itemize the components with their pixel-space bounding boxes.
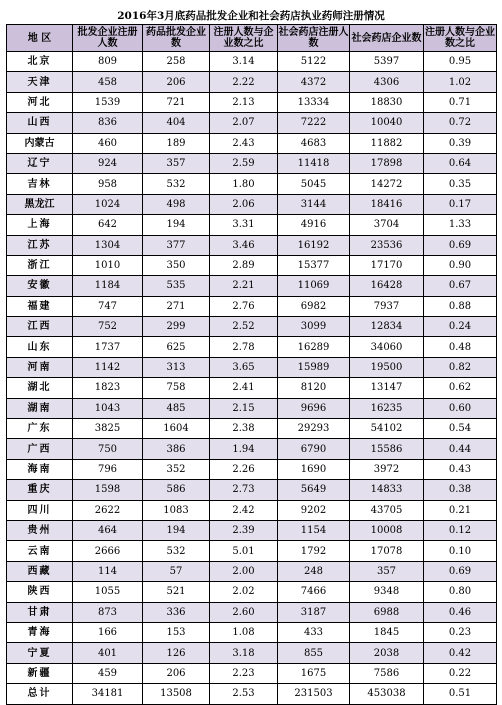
row-pharmacy-registered: 15989	[278, 357, 350, 377]
table-row	[7, 337, 497, 357]
row-wholesale-registered: 642	[73, 215, 143, 235]
row-wholesale-enterprises: 206	[143, 663, 210, 683]
row-region: 湖北	[7, 378, 73, 398]
row-pharmacy-enterprises: 19500	[350, 357, 424, 377]
total-pharmacy-registered: 231503	[278, 684, 350, 704]
table-row	[7, 153, 497, 173]
row-region: 青海	[7, 622, 73, 642]
row-region: 山东	[7, 337, 73, 357]
row-wholesale-enterprises: 258	[143, 52, 210, 72]
table-title: 2016年3月底药品批发企业和社会药店执业药师注册情况	[117, 10, 385, 22]
row-pharmacy-enterprises: 54102	[350, 419, 424, 439]
table-row	[7, 398, 497, 418]
row-wholesale-enterprises: 194	[143, 215, 210, 235]
row-pharmacy-registered: 1675	[278, 663, 350, 683]
row-region: 河北	[7, 92, 73, 112]
row-pharmacy-ratio: 0.12	[424, 520, 497, 540]
row-wholesale-ratio: 2.21	[210, 276, 278, 296]
total-row	[7, 684, 497, 704]
row-pharmacy-enterprises: 18416	[350, 194, 424, 214]
row-wholesale-registered: 1598	[73, 480, 143, 500]
total-region: 总计	[7, 684, 73, 704]
row-pharmacy-ratio: 0.17	[424, 194, 497, 214]
row-wholesale-ratio: 2.39	[210, 520, 278, 540]
row-wholesale-registered: 458	[73, 72, 143, 92]
row-pharmacy-registered: 11069	[278, 276, 350, 296]
table-row	[7, 582, 497, 602]
row-wholesale-ratio: 2.78	[210, 337, 278, 357]
row-pharmacy-ratio: 0.60	[424, 398, 497, 418]
row-region: 宁夏	[7, 643, 73, 663]
row-pharmacy-enterprises: 10008	[350, 520, 424, 540]
row-pharmacy-ratio: 0.95	[424, 52, 497, 72]
row-pharmacy-registered: 13334	[278, 92, 350, 112]
row-pharmacy-ratio: 1.02	[424, 72, 497, 92]
row-region: 海南	[7, 459, 73, 479]
table-row	[7, 602, 497, 622]
row-pharmacy-enterprises: 17078	[350, 541, 424, 561]
row-wholesale-registered: 747	[73, 296, 143, 316]
row-pharmacy-registered: 855	[278, 643, 350, 663]
row-wholesale-ratio: 2.26	[210, 459, 278, 479]
total-wholesale-ratio: 2.53	[210, 684, 278, 704]
row-pharmacy-ratio: 0.21	[424, 500, 497, 520]
row-pharmacy-ratio: 0.71	[424, 92, 497, 112]
table-row	[7, 378, 497, 398]
row-pharmacy-registered: 6982	[278, 296, 350, 316]
row-pharmacy-ratio: 0.72	[424, 113, 497, 133]
row-region: 北京	[7, 52, 73, 72]
row-pharmacy-registered: 29293	[278, 419, 350, 439]
row-pharmacy-enterprises: 16235	[350, 398, 424, 418]
row-pharmacy-ratio: 0.10	[424, 541, 497, 561]
row-wholesale-ratio: 3.65	[210, 357, 278, 377]
row-wholesale-ratio: 2.59	[210, 153, 278, 173]
row-wholesale-enterprises: 271	[143, 296, 210, 316]
row-wholesale-enterprises: 126	[143, 643, 210, 663]
row-wholesale-enterprises: 357	[143, 153, 210, 173]
row-wholesale-registered: 2622	[73, 500, 143, 520]
row-pharmacy-registered: 6790	[278, 439, 350, 459]
table-row	[7, 296, 497, 316]
row-region: 辽宁	[7, 153, 73, 173]
row-pharmacy-registered: 4916	[278, 215, 350, 235]
row-pharmacy-registered: 248	[278, 561, 350, 581]
table-row	[7, 133, 497, 153]
row-wholesale-enterprises: 758	[143, 378, 210, 398]
row-pharmacy-enterprises: 6988	[350, 602, 424, 622]
table-row	[7, 622, 497, 642]
row-wholesale-ratio: 3.18	[210, 643, 278, 663]
row-region: 四川	[7, 500, 73, 520]
row-pharmacy-ratio: 0.38	[424, 480, 497, 500]
row-pharmacy-enterprises: 3972	[350, 459, 424, 479]
row-wholesale-ratio: 2.23	[210, 663, 278, 683]
row-wholesale-registered: 460	[73, 133, 143, 153]
row-wholesale-ratio: 2.06	[210, 194, 278, 214]
row-pharmacy-ratio: 0.39	[424, 133, 497, 153]
row-pharmacy-enterprises: 15586	[350, 439, 424, 459]
row-pharmacy-registered: 3099	[278, 317, 350, 337]
row-pharmacy-registered: 9696	[278, 398, 350, 418]
table-row	[7, 92, 497, 112]
table-row	[7, 72, 497, 92]
row-pharmacy-enterprises: 357	[350, 561, 424, 581]
row-region: 陕西	[7, 582, 73, 602]
row-pharmacy-registered: 4683	[278, 133, 350, 153]
row-wholesale-ratio: 5.01	[210, 541, 278, 561]
row-pharmacy-enterprises: 2038	[350, 643, 424, 663]
row-wholesale-ratio: 2.43	[210, 133, 278, 153]
row-pharmacy-ratio: 0.64	[424, 153, 497, 173]
row-pharmacy-enterprises: 14833	[350, 480, 424, 500]
row-pharmacy-registered: 8120	[278, 378, 350, 398]
header-wholesale-registered: 批发企业注册人数	[73, 25, 143, 52]
row-wholesale-ratio: 1.80	[210, 174, 278, 194]
row-wholesale-enterprises: 521	[143, 582, 210, 602]
row-pharmacy-ratio: 0.46	[424, 602, 497, 622]
row-pharmacy-ratio: 0.48	[424, 337, 497, 357]
row-pharmacy-enterprises: 5397	[350, 52, 424, 72]
row-wholesale-registered: 750	[73, 439, 143, 459]
row-pharmacy-registered: 4372	[278, 72, 350, 92]
row-region: 江苏	[7, 235, 73, 255]
table-row	[7, 317, 497, 337]
row-wholesale-enterprises: 350	[143, 255, 210, 275]
row-wholesale-enterprises: 352	[143, 459, 210, 479]
row-pharmacy-ratio: 0.82	[424, 357, 497, 377]
table-row	[7, 459, 497, 479]
table-row	[7, 235, 497, 255]
row-wholesale-ratio: 2.00	[210, 561, 278, 581]
row-pharmacy-ratio: 0.22	[424, 663, 497, 683]
row-region: 山西	[7, 113, 73, 133]
table-row	[7, 255, 497, 275]
row-wholesale-enterprises: 1604	[143, 419, 210, 439]
row-wholesale-ratio: 3.14	[210, 52, 278, 72]
row-wholesale-enterprises: 404	[143, 113, 210, 133]
row-wholesale-registered: 873	[73, 602, 143, 622]
header-wholesale-ratio: 注册人数与企业数之比	[210, 25, 278, 52]
row-region: 甘肃	[7, 602, 73, 622]
row-pharmacy-enterprises: 9348	[350, 582, 424, 602]
row-wholesale-registered: 1737	[73, 337, 143, 357]
row-wholesale-registered: 1010	[73, 255, 143, 275]
row-wholesale-ratio: 1.08	[210, 622, 278, 642]
row-pharmacy-registered: 5649	[278, 480, 350, 500]
row-wholesale-registered: 166	[73, 622, 143, 642]
row-wholesale-enterprises: 485	[143, 398, 210, 418]
row-wholesale-ratio: 2.02	[210, 582, 278, 602]
row-region: 黑龙江	[7, 194, 73, 214]
row-pharmacy-registered: 5045	[278, 174, 350, 194]
row-wholesale-registered: 1539	[73, 92, 143, 112]
row-pharmacy-ratio: 0.44	[424, 439, 497, 459]
row-pharmacy-enterprises: 43705	[350, 500, 424, 520]
row-region: 广西	[7, 439, 73, 459]
row-region: 吉林	[7, 174, 73, 194]
table-row	[7, 561, 497, 581]
header-pharmacy-enterprises: 社会药店企业数	[350, 25, 424, 52]
header-pharmacy-registered: 社会药店注册人数	[278, 25, 350, 52]
row-wholesale-registered: 1024	[73, 194, 143, 214]
row-wholesale-registered: 796	[73, 459, 143, 479]
row-wholesale-enterprises: 336	[143, 602, 210, 622]
row-pharmacy-enterprises: 13147	[350, 378, 424, 398]
row-wholesale-enterprises: 532	[143, 174, 210, 194]
row-region: 内蒙古	[7, 133, 73, 153]
row-pharmacy-registered: 15377	[278, 255, 350, 275]
row-wholesale-registered: 1823	[73, 378, 143, 398]
row-pharmacy-ratio: 0.67	[424, 276, 497, 296]
row-wholesale-registered: 924	[73, 153, 143, 173]
row-pharmacy-registered: 3144	[278, 194, 350, 214]
row-pharmacy-ratio: 0.62	[424, 378, 497, 398]
row-pharmacy-enterprises: 12834	[350, 317, 424, 337]
row-pharmacy-enterprises: 3704	[350, 215, 424, 235]
header-row	[7, 25, 497, 52]
row-wholesale-registered: 1184	[73, 276, 143, 296]
row-pharmacy-enterprises: 23536	[350, 235, 424, 255]
row-pharmacy-registered: 11418	[278, 153, 350, 173]
row-wholesale-ratio: 2.76	[210, 296, 278, 316]
table-row	[7, 276, 497, 296]
row-wholesale-ratio: 3.31	[210, 215, 278, 235]
table-row	[7, 500, 497, 520]
row-pharmacy-enterprises: 34060	[350, 337, 424, 357]
row-wholesale-enterprises: 1083	[143, 500, 210, 520]
header-region: 地 区	[7, 25, 73, 52]
row-wholesale-enterprises: 189	[143, 133, 210, 153]
row-pharmacy-registered: 9202	[278, 500, 350, 520]
row-region: 河南	[7, 357, 73, 377]
row-wholesale-enterprises: 386	[143, 439, 210, 459]
row-pharmacy-ratio: 0.90	[424, 255, 497, 275]
row-wholesale-ratio: 2.42	[210, 500, 278, 520]
row-region: 浙江	[7, 255, 73, 275]
row-wholesale-enterprises: 299	[143, 317, 210, 337]
row-wholesale-ratio: 2.13	[210, 92, 278, 112]
row-wholesale-registered: 809	[73, 52, 143, 72]
row-wholesale-registered: 752	[73, 317, 143, 337]
table-row	[7, 439, 497, 459]
row-wholesale-registered: 1304	[73, 235, 143, 255]
row-wholesale-ratio: 2.07	[210, 113, 278, 133]
table-row	[7, 480, 497, 500]
row-region: 新疆	[7, 663, 73, 683]
row-region: 西藏	[7, 561, 73, 581]
table-row	[7, 194, 497, 214]
table-row	[7, 419, 497, 439]
row-wholesale-enterprises: 313	[143, 357, 210, 377]
row-wholesale-ratio: 2.38	[210, 419, 278, 439]
row-wholesale-ratio: 2.60	[210, 602, 278, 622]
row-pharmacy-enterprises: 17898	[350, 153, 424, 173]
row-pharmacy-registered: 1154	[278, 520, 350, 540]
row-pharmacy-enterprises: 16428	[350, 276, 424, 296]
header-pharmacy-ratio: 注册人数与企业数之比	[424, 25, 497, 52]
table-row	[7, 520, 497, 540]
row-pharmacy-registered: 3187	[278, 602, 350, 622]
row-pharmacy-registered: 1792	[278, 541, 350, 561]
table-row	[7, 541, 497, 561]
row-wholesale-registered: 459	[73, 663, 143, 683]
row-wholesale-registered: 401	[73, 643, 143, 663]
row-region: 江西	[7, 317, 73, 337]
row-pharmacy-registered: 16192	[278, 235, 350, 255]
row-wholesale-enterprises: 153	[143, 622, 210, 642]
row-region: 云南	[7, 541, 73, 561]
row-pharmacy-enterprises: 17170	[350, 255, 424, 275]
row-region: 天津	[7, 72, 73, 92]
row-pharmacy-ratio: 0.69	[424, 561, 497, 581]
row-wholesale-registered: 3825	[73, 419, 143, 439]
row-region: 安徽	[7, 276, 73, 296]
row-wholesale-registered: 114	[73, 561, 143, 581]
row-wholesale-registered: 464	[73, 520, 143, 540]
row-wholesale-ratio: 2.89	[210, 255, 278, 275]
row-region: 湖南	[7, 398, 73, 418]
row-wholesale-enterprises: 377	[143, 235, 210, 255]
row-wholesale-ratio: 2.52	[210, 317, 278, 337]
row-pharmacy-registered: 1690	[278, 459, 350, 479]
row-pharmacy-enterprises: 14272	[350, 174, 424, 194]
row-wholesale-ratio: 1.94	[210, 439, 278, 459]
table-row	[7, 113, 497, 133]
row-wholesale-registered: 836	[73, 113, 143, 133]
row-wholesale-enterprises: 532	[143, 541, 210, 561]
table-row	[7, 643, 497, 663]
row-pharmacy-registered: 5122	[278, 52, 350, 72]
row-wholesale-registered: 958	[73, 174, 143, 194]
row-pharmacy-ratio: 0.88	[424, 296, 497, 316]
total-wholesale-registered: 34181	[73, 684, 143, 704]
total-pharmacy-enterprises: 453038	[350, 684, 424, 704]
row-region: 重庆	[7, 480, 73, 500]
row-wholesale-registered: 1142	[73, 357, 143, 377]
row-wholesale-ratio: 2.15	[210, 398, 278, 418]
row-wholesale-enterprises: 498	[143, 194, 210, 214]
row-wholesale-registered: 1055	[73, 582, 143, 602]
table-row	[7, 174, 497, 194]
row-wholesale-registered: 2666	[73, 541, 143, 561]
row-pharmacy-ratio: 0.23	[424, 622, 497, 642]
row-pharmacy-enterprises: 11882	[350, 133, 424, 153]
row-pharmacy-ratio: 0.43	[424, 459, 497, 479]
row-wholesale-ratio: 2.22	[210, 72, 278, 92]
row-pharmacy-ratio: 1.33	[424, 215, 497, 235]
row-wholesale-enterprises: 721	[143, 92, 210, 112]
row-wholesale-enterprises: 625	[143, 337, 210, 357]
row-pharmacy-ratio: 0.42	[424, 643, 497, 663]
row-pharmacy-registered: 16289	[278, 337, 350, 357]
row-pharmacy-enterprises: 7586	[350, 663, 424, 683]
registration-table	[6, 24, 497, 705]
table-row	[7, 52, 497, 72]
row-pharmacy-registered: 433	[278, 622, 350, 642]
row-region: 福建	[7, 296, 73, 316]
row-wholesale-enterprises: 586	[143, 480, 210, 500]
row-pharmacy-ratio: 0.54	[424, 419, 497, 439]
row-pharmacy-ratio: 0.80	[424, 582, 497, 602]
row-pharmacy-enterprises: 4306	[350, 72, 424, 92]
header-wholesale-enterprises: 药品批发企业数	[143, 25, 210, 52]
row-wholesale-enterprises: 535	[143, 276, 210, 296]
row-pharmacy-ratio: 0.69	[424, 235, 497, 255]
table-row	[7, 663, 497, 683]
table-body	[7, 52, 497, 684]
row-pharmacy-enterprises: 10040	[350, 113, 424, 133]
row-region: 广东	[7, 419, 73, 439]
row-wholesale-ratio: 2.73	[210, 480, 278, 500]
row-pharmacy-ratio: 0.24	[424, 317, 497, 337]
row-wholesale-ratio: 2.41	[210, 378, 278, 398]
row-wholesale-ratio: 3.46	[210, 235, 278, 255]
row-wholesale-registered: 1043	[73, 398, 143, 418]
table-row	[7, 357, 497, 377]
total-pharmacy-ratio: 0.51	[424, 684, 497, 704]
table-row	[7, 215, 497, 235]
row-pharmacy-enterprises: 1845	[350, 622, 424, 642]
row-pharmacy-ratio: 0.35	[424, 174, 497, 194]
row-pharmacy-enterprises: 18830	[350, 92, 424, 112]
row-region: 上海	[7, 215, 73, 235]
row-pharmacy-registered: 7466	[278, 582, 350, 602]
row-wholesale-enterprises: 194	[143, 520, 210, 540]
row-pharmacy-registered: 7222	[278, 113, 350, 133]
total-wholesale-enterprises: 13508	[143, 684, 210, 704]
row-region: 贵州	[7, 520, 73, 540]
row-wholesale-enterprises: 57	[143, 561, 210, 581]
row-pharmacy-enterprises: 7937	[350, 296, 424, 316]
row-wholesale-enterprises: 206	[143, 72, 210, 92]
